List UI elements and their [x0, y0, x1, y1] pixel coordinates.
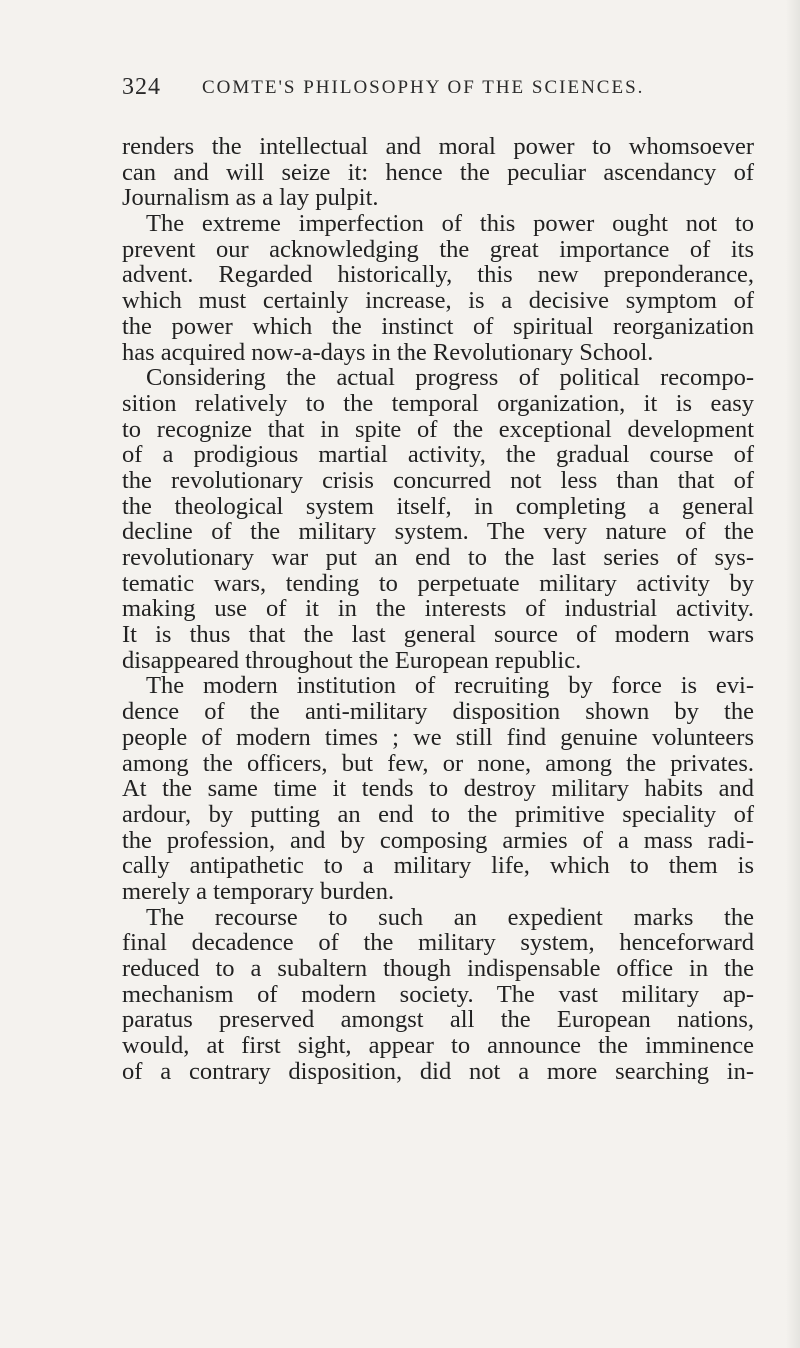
text-line: would, at first sight, appear to announce the imminence — [122, 1032, 754, 1060]
text-line: of a contrary disposition, did not a more searching in- — [122, 1057, 754, 1085]
text-line: At the same time it tends to destroy military habits and — [122, 775, 754, 803]
text-line: can and will seize it: hence the peculiar ascendancy of — [122, 158, 754, 186]
text-line: disappeared throughout the European republic. — [122, 646, 582, 674]
text-line: The extreme imperfection of this power ought not to — [146, 210, 754, 238]
page-number: 324 — [122, 74, 161, 100]
text-line: advent. Regarded historically, this new preponderance, — [122, 261, 754, 289]
text-line: decline of the military system. The very nature of the — [122, 518, 754, 546]
page-header — [122, 74, 742, 104]
text-line: Journalism as a lay pulpit. — [122, 184, 379, 212]
text-line: among the officers, but few, or none, among the privates. — [122, 749, 754, 777]
running-head: COMTE'S PHILOSOPHY OF THE SCIENCES. — [202, 77, 645, 98]
text-line: which must certainly increase, is a decisive symptom of — [122, 287, 754, 315]
text-line: dence of the anti-military disposition shown by the — [122, 698, 754, 726]
text-line: the theological system itself, in completing a general — [122, 492, 754, 520]
text-line: has acquired now-a-days in the Revolutionary School. — [122, 338, 654, 366]
page-edge-shadow — [786, 0, 800, 1348]
text-line: paratus preserved amongst all the European nations, — [122, 1006, 754, 1034]
text-line: ardour, by putting an end to the primitive speciality of — [122, 800, 754, 828]
text-line: of a prodigious martial activity, the gradual course of — [122, 441, 754, 469]
text-line: mechanism of modern society. The vast military ap- — [122, 980, 754, 1008]
text-line: reduced to a subaltern though indispensable office in the — [122, 955, 754, 982]
text-line: making use of it in the interests of industrial activity. — [122, 595, 754, 623]
text-line: It is thus that the last general source of modern wars — [122, 621, 754, 649]
text-line: to recognize that in spite of the exceptional development — [122, 415, 754, 443]
text-line: the revolutionary crisis concurred not less than that of — [122, 466, 754, 494]
text-line: renders the intellectual and moral power to whomsoever — [122, 133, 754, 160]
text-line: the profession, and by composing armies of a mass radi- — [122, 826, 754, 854]
text-line: The recourse to such an expedient marks the — [146, 903, 754, 931]
text-line: sition relatively to the temporal organization, it is easy — [122, 389, 754, 417]
text-line: Considering the actual progress of political recompo- — [146, 364, 754, 392]
text-line: The modern institution of recruiting by force is evi- — [146, 672, 754, 700]
body-text — [122, 134, 754, 1084]
text-line: merely a temporary burden. — [122, 877, 395, 905]
text-line: final decadence of the military system, henceforward — [122, 929, 754, 957]
text-line: tematic wars, tending to perpetuate military activity by — [122, 569, 754, 597]
text-line: people of modern times ; we still find genuine volunteers — [122, 723, 754, 751]
text-line: revolutionary war put an end to the last series of sys- — [122, 544, 754, 571]
text-line: prevent our acknowledging the great importance of its — [122, 235, 754, 263]
text-line: the power which the instinct of spiritual reorganization — [122, 312, 754, 340]
text-line: cally antipathetic to a military life, which to them is — [122, 852, 754, 880]
